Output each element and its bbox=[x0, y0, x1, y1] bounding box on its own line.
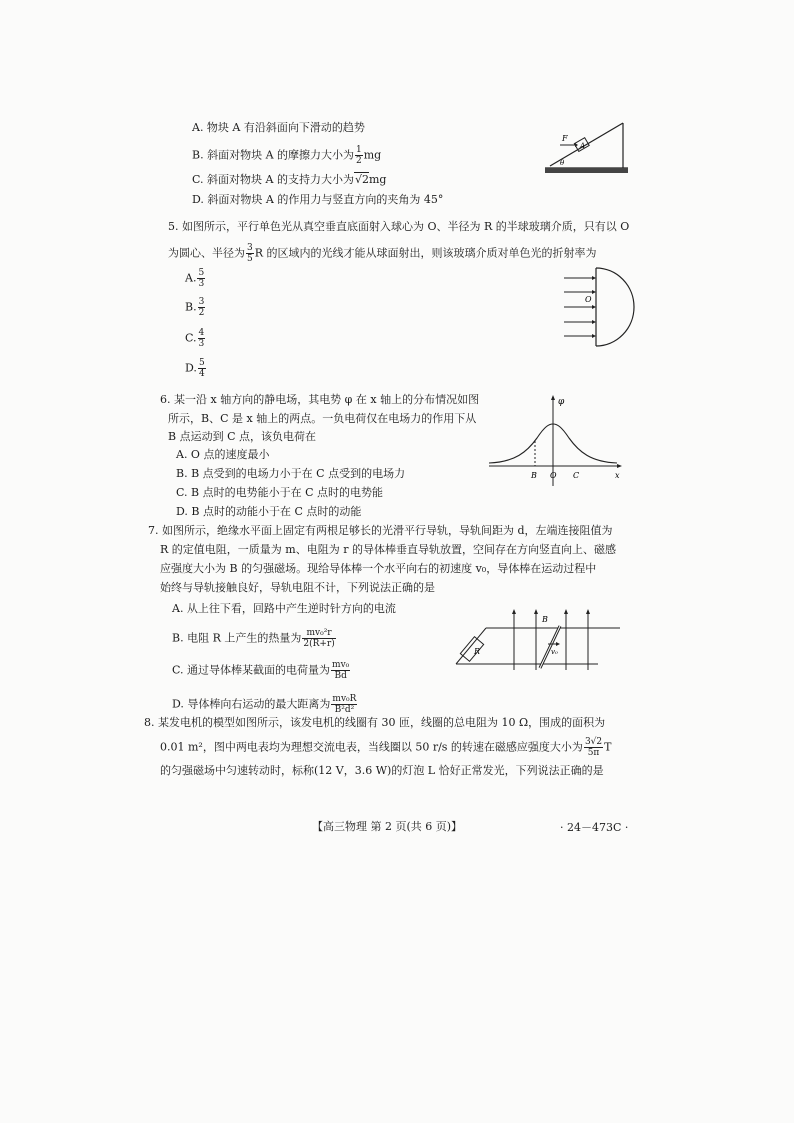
q6-option-c: C. B 点时的电势能小于在 C 点时的电势能 bbox=[176, 486, 384, 499]
fraction-denominator: Bd bbox=[334, 671, 347, 681]
fraction-denominator: 5 bbox=[247, 254, 253, 264]
q5-option-d bbox=[185, 358, 207, 379]
q6-option-d: D. B 点时的动能小于在 C 点时的动能 bbox=[176, 505, 362, 518]
force-arrowhead bbox=[575, 143, 578, 147]
q7-stem-line2: R 的定值电阻，一质量为 m、电阻为 r 的导体棒垂直导轨放置，空间存在方向竖直向上、磁感 bbox=[160, 543, 616, 556]
fraction bbox=[331, 694, 357, 715]
fraction bbox=[198, 358, 206, 379]
o-label: O bbox=[550, 471, 557, 480]
fraction-denominator: 3 bbox=[198, 339, 205, 349]
fraction-numerator: 3 bbox=[247, 243, 253, 253]
q4-option-d: D. 斜面对物块 A 的作用力与竖直方向的夹角为 45° bbox=[192, 193, 444, 206]
option-letter: D. bbox=[185, 361, 197, 375]
fraction-denominator: 2 bbox=[198, 308, 205, 318]
q7-stem-line4: 始终与导轨接触良好，导轨电阻不计，下列说法正确的是 bbox=[160, 581, 435, 594]
c-label: C bbox=[573, 471, 580, 480]
phi-label: φ bbox=[558, 397, 565, 407]
fraction-numerator: 3 bbox=[198, 297, 205, 307]
fraction-numerator: 3√2 bbox=[584, 737, 603, 747]
velocity-label: v₀ bbox=[551, 648, 558, 656]
fraction-numerator: 5 bbox=[198, 358, 205, 368]
fraction-denominator: 3 bbox=[198, 279, 205, 289]
q7-option-d-prefix: D. 导体棒向右运动的最大距离为 bbox=[172, 697, 331, 711]
q8-line2-suffix: T bbox=[604, 740, 612, 754]
q6-stem-line2: 所示，B、C 是 x 轴上的两点。一负电荷仅在电场力的作用下从 bbox=[168, 412, 477, 425]
q7-option-a: A. 从上往下看，回路中产生逆时针方向的电流 bbox=[172, 602, 396, 615]
conductor-rod-inner bbox=[540, 626, 560, 668]
fraction-numerator: 5 bbox=[198, 268, 205, 278]
fraction-denominator: 5π bbox=[587, 748, 600, 758]
hemisphere-arc bbox=[596, 268, 634, 346]
b-field-arrowhead bbox=[586, 609, 590, 614]
option-letter: A. bbox=[185, 271, 197, 285]
resistor-label: R bbox=[474, 647, 481, 656]
fraction bbox=[584, 737, 603, 758]
q5-option-c bbox=[185, 328, 206, 349]
fraction-denominator: 2(R+r) bbox=[303, 639, 335, 649]
fraction-denominator: B²d² bbox=[334, 705, 355, 715]
q5-option-b bbox=[185, 297, 206, 318]
q7-stem-line1: 7. 如图所示，绝缘水平面上固定有两根足够长的光滑平行导轨，导轨间距为 d，左端连接阻值为 bbox=[148, 524, 613, 537]
block-label: A bbox=[580, 142, 586, 150]
x-axis-arrow bbox=[617, 464, 622, 468]
q4-incline-figure bbox=[540, 118, 635, 184]
b-field-arrowhead bbox=[534, 609, 538, 614]
q6-stem-line1: 6. 某一沿 x 轴方向的静电场，其电势 φ 在 x 轴上的分布情况如图 bbox=[160, 393, 480, 406]
fraction-numerator: 1 bbox=[356, 145, 362, 155]
fraction bbox=[331, 660, 350, 681]
q7-stem-line3: 应强度大小为 B 的匀强磁场。现给导体棒一个水平向右的初速度 v₀，导体棒在运动过程中 bbox=[160, 562, 597, 575]
q4-option-c bbox=[192, 172, 386, 188]
q8-stem-line1: 8. 某发电机的模型如图所示，该发电机的线圈有 30 匝，线圈的总电阻为 10 Ω，围成的面积为 bbox=[144, 716, 606, 729]
q7-option-c-prefix: C. 通过导体棒某截面的电荷量为 bbox=[172, 663, 331, 677]
q4-option-a: A. 物块 A 有沿斜面向下滑动的趋势 bbox=[192, 121, 365, 134]
option-letter: C. bbox=[185, 331, 197, 345]
q4-option-b bbox=[192, 145, 381, 166]
q7-option-b-prefix: B. 电阻 R 上产生的热量为 bbox=[172, 631, 302, 645]
q6-option-b: B. B 点受到的电场力小于在 C 点受到的电场力 bbox=[176, 467, 406, 480]
ground-hatch bbox=[545, 168, 628, 173]
fraction-denominator: 2 bbox=[356, 156, 362, 166]
fraction-numerator: mv₀ bbox=[332, 660, 350, 670]
q8-stem-line3: 的匀强磁场中匀速转动时，标称(12 V，3.6 W)的灯泡 L 恰好正常发光，下列说法正确的是 bbox=[160, 764, 604, 777]
page-footer-center: 【高三物理 第 2 页(共 6 页)】 bbox=[312, 820, 463, 833]
rail-left-end bbox=[456, 628, 486, 664]
velocity-arrowhead bbox=[556, 642, 560, 646]
fraction bbox=[302, 628, 335, 649]
fraction bbox=[246, 243, 254, 264]
q5-stem-line1: 5. 如图所示，平行单色光从真空垂直底面射入球心为 O、半径为 R 的半球玻璃介质，只有以 O bbox=[168, 220, 630, 233]
x-label: x bbox=[615, 471, 620, 480]
fraction-denominator: 4 bbox=[198, 369, 205, 379]
q5-hemisphere-figure bbox=[560, 264, 640, 350]
fraction bbox=[355, 145, 363, 166]
q7-option-b bbox=[172, 628, 337, 649]
q7-option-c bbox=[172, 660, 351, 681]
option-letter: B. bbox=[185, 300, 197, 314]
q5-line2-suffix: R 的区域内的光线才能从球面射出，则该玻璃介质对单色光的折射率为 bbox=[254, 246, 597, 260]
fraction-numerator: 4 bbox=[198, 328, 205, 338]
b-field-arrowhead bbox=[512, 609, 516, 614]
force-label: F bbox=[562, 134, 568, 143]
q4-option-c-root: √2 bbox=[354, 173, 369, 186]
b-label: B bbox=[542, 615, 548, 624]
q5-option-a bbox=[185, 268, 206, 289]
resistor-r bbox=[460, 637, 483, 662]
q6-option-a: A. O 点的速度最小 bbox=[176, 448, 270, 461]
fraction bbox=[198, 297, 206, 318]
fraction bbox=[198, 328, 206, 349]
center-label: O bbox=[585, 295, 592, 304]
q6-stem-line3: B 点运动到 C 点，该负电荷在 bbox=[168, 430, 316, 443]
b-label: B bbox=[531, 471, 537, 480]
q5-line2-prefix: 为圆心、半径为 bbox=[168, 246, 245, 260]
q5-stem-line2 bbox=[168, 243, 597, 264]
angle-label: θ bbox=[560, 159, 565, 167]
q4-option-b-suffix: mg bbox=[363, 148, 382, 162]
page-footer-code: · 24－473C · bbox=[560, 821, 629, 834]
fraction-numerator: mv₀²r bbox=[302, 628, 335, 639]
b-field-arrowhead bbox=[564, 609, 568, 614]
q6-potential-figure bbox=[485, 392, 625, 490]
q7-option-d bbox=[172, 694, 358, 715]
fraction bbox=[197, 268, 205, 289]
q4-option-c-suffix: mg bbox=[368, 173, 387, 186]
q7-rails-figure bbox=[448, 608, 624, 674]
q4-option-b-prefix: B. 斜面对物块 A 的摩擦力大小为 bbox=[192, 148, 355, 162]
y-axis-arrow bbox=[551, 395, 555, 400]
fraction-numerator: mv₀R bbox=[332, 694, 357, 704]
q8-stem-line2 bbox=[160, 737, 611, 758]
q4-option-c-prefix: C. 斜面对物块 A 的支持力大小为 bbox=[192, 173, 354, 186]
q8-line2-prefix: 0.01 m²，图中两电表均为理想交流电表，当线圈以 50 r/s 的转速在磁感应强度大小为 bbox=[160, 740, 583, 754]
